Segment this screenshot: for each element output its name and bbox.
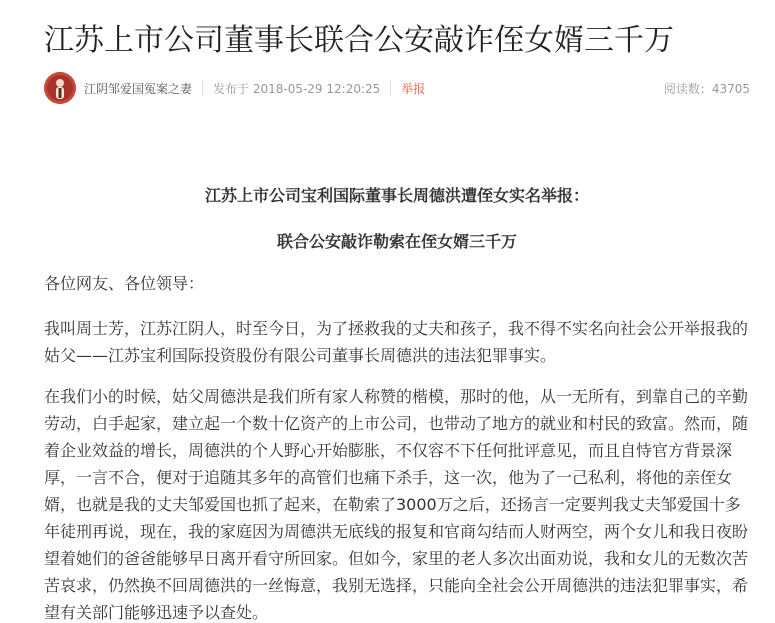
article-body xyxy=(44,182,750,623)
meta-divider xyxy=(202,81,203,95)
read-count: 阅读数：43705 xyxy=(663,81,750,96)
body-paragraph-2: 在我们小的时候，姑父周德洪是我们所有家人称赞的楷模，那时的他，从一无所有，到靠自己的辛勤劳动，白手起家，建立起一个数十亿资产的上市公司，也带动了地方的就业和村民的致富。然而，随着企业效益的增长，周德洪的个人野心开始膨胀，不仅容不下任何批评意见，而且自恃官方背景深厚，一言不合，便对于追随其多年的高管们也痛下杀手，这一次，他为了一己私利，将他的亲侄女婿，也就是我的丈夫邹爱国也抓了起来，在勒索了3000万之后，还扬言一定要判我丈夫邹爱国十多年徒刑再说，现在，我的家庭因为周德洪无底线的报复和官商勾结而人财两空，两个女儿和我日夜盼望着她们的爸爸能够早日离开看守所回家。但如今，家里的老人多次出面劝说，我和女儿的无数次苦苦哀求，仍然换不回周德洪的一丝悔意，我别无选择，只能向全社会公开周德洪的违法犯罪事实，希望有关部门能够迅速予以查处。 xyxy=(44,387,749,622)
article-title: 江苏上市公司董事长联合公安敲诈侄女婿三千万 xyxy=(44,23,674,58)
author-name[interactable]: 江阴邹爱国冤案之妻 xyxy=(84,81,193,96)
article-subtitle: 江苏上市公司宝利国际董事长周德洪遭侄女实名举报： xyxy=(204,186,589,205)
article-subtitle-2: 联合公安敲诈勒索在侄女婿三千万 xyxy=(276,232,517,251)
publish-date: 发布于 2018-05-29 12:20:25 xyxy=(213,81,381,96)
meta-divider xyxy=(390,81,391,95)
greeting-paragraph: 各位网友、各位领导： xyxy=(44,274,205,293)
body-paragraph-1: 我叫周士芳，江苏江阴人，时至今日，为了拯救我的丈夫和孩子，我不得不实名向社会公开举报我的姑父——江苏宝利国际投资股份有限公司董事长周德洪的违法犯罪事实。 xyxy=(44,319,749,365)
avatar[interactable] xyxy=(44,72,76,104)
report-link[interactable]: 举报 xyxy=(401,81,426,96)
article-meta xyxy=(44,70,750,106)
avatar-portrait-icon xyxy=(44,72,76,104)
